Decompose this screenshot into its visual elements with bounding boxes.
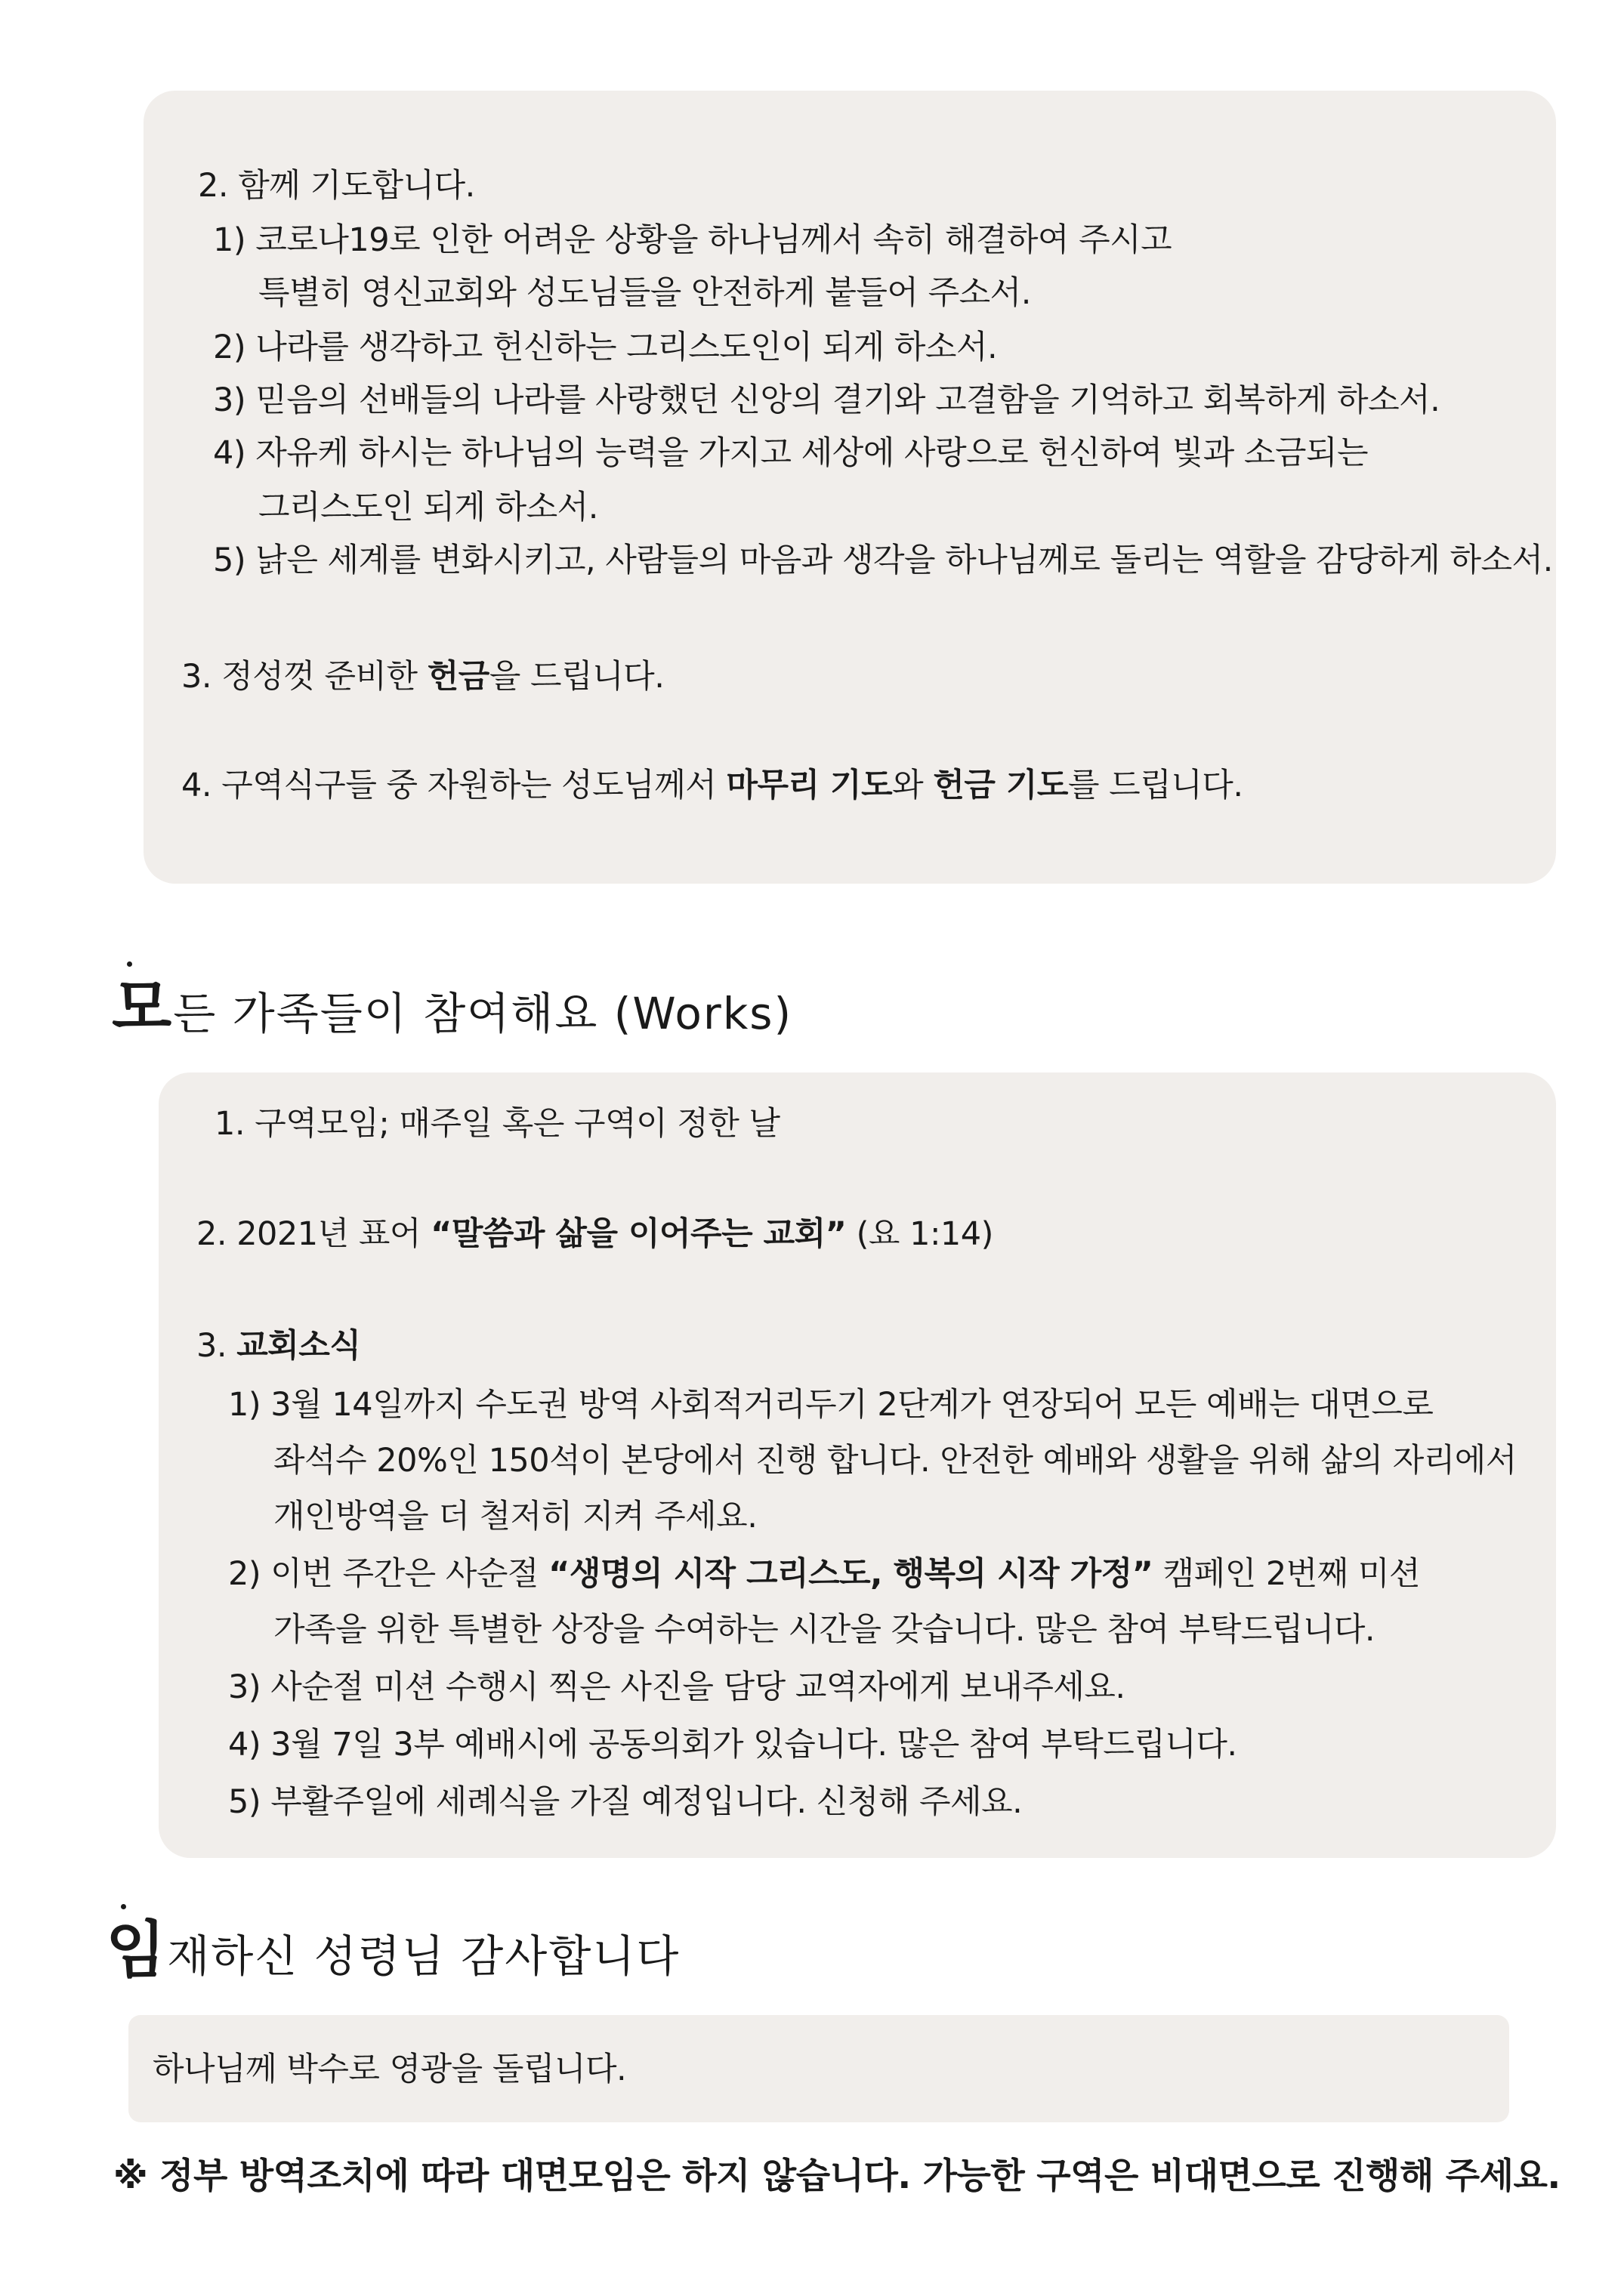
news-item-1-cont-1: 좌석수 20%인 150석이 본당에서 진행 합니다. 안전한 예배와 생활을 위해 삶의 자리에서 [273, 1442, 1517, 1480]
news-item-2 [228, 1553, 1420, 1595]
news-item-4: 4) 3월 7일 3부 예배시에 공동의회가 있습니다. 많은 참여 부탁드립니다. [228, 1726, 1237, 1764]
works-item-1: 1. 구역모임; 매주일 혹은 구역이 정한 날 [215, 1105, 780, 1143]
motto-verse: (요 1:14) [846, 1215, 993, 1253]
motto-text: “말씀과 삶을 이어주는 교회” [431, 1215, 847, 1253]
closing-bold-offering: 헌금 기도 [933, 767, 1068, 804]
closing-text-end: 를 드립니다. [1067, 767, 1243, 804]
news-item-1-cont-2: 개인방역을 더 철저히 지켜 주세요. [273, 1498, 758, 1535]
works-item-2 [196, 1213, 993, 1255]
spirit-text: 하나님께 박수로 영광을 돌립니다. [153, 2051, 627, 2088]
news-number: 3. [196, 1327, 237, 1365]
offering-bold: 헌금 [427, 658, 489, 696]
works-heading [112, 972, 793, 1044]
notice-text: ※ 정부 방역조치에 따라 대면모임은 하지 않습니다. 가능한 구역은 비대면으로 진행해 주세요. [113, 2156, 1561, 2197]
news-item-2-text: 2) 이번 주간은 사순절 [228, 1555, 549, 1593]
works-heading-text: 든 가족들이 참여해요 (Works) [173, 988, 793, 1039]
prayer-item-4: 4) 자유케 하시는 하나님의 능력을 가지고 세상에 사랑으로 헌신하여 빛과 소금되는 [213, 434, 1369, 472]
news-item-2-cont: 가족을 위한 특별한 상장을 수여하는 시간을 갖습니다. 많은 참여 부탁드립니다. [273, 1611, 1375, 1649]
spirit-heading [106, 1915, 681, 1986]
works-heading-initial: 모 [112, 972, 174, 1044]
offering-text: 3. 정성껏 준비한 [181, 658, 428, 696]
offering-text-end: 을 드립니다. [489, 658, 665, 696]
closing-bold-prayer: 마무리 기도 [726, 767, 893, 804]
prayer-item-5: 5) 낡은 세계를 변화시키고, 사람들의 마음과 생각을 하나님께로 돌리는 역할을 감당하게 하소서. [213, 542, 1553, 579]
news-item-5: 5) 부활주일에 세례식을 가질 예정입니다. 신청해 주세요. [228, 1783, 1023, 1821]
news-item-2-campaign: “생명의 시작 그리스도, 행복의 시작 가정” [548, 1555, 1153, 1593]
closing-text-mid: 와 [892, 767, 934, 804]
motto-label: 2. 2021년 표어 [196, 1215, 431, 1253]
prayer-item-1: 1) 코로나19로 인한 어려운 상황을 하나님께서 속히 해결하여 주시고 [213, 221, 1172, 259]
closing-text: 4. 구역식구들 중 자원하는 성도님께서 [181, 767, 727, 804]
spirit-heading-text: 재하신 성령님 감사합니다 [167, 1930, 681, 1982]
prayer-item-2: 2) 나라를 생각하고 헌신하는 그리스도인이 되게 하소서. [213, 329, 998, 366]
closing-line [181, 764, 1243, 807]
prayer-item-1-cont: 특별히 영신교회와 성도님들을 안전하게 붙들어 주소서. [258, 274, 1031, 312]
spirit-heading-initial: 임 [106, 1915, 168, 1986]
news-title: 교회소식 [236, 1327, 361, 1365]
news-item-1: 1) 3월 14일까지 수도권 방역 사회적거리두기 2단계가 연장되어 모든 예배는 대면으로 [228, 1386, 1434, 1424]
prayer-heading: 2. 함께 기도합니다. [198, 167, 475, 205]
news-item-2-text-end: 캠페인 2번째 미션 [1153, 1555, 1421, 1593]
prayer-item-4-cont: 그리스도인 되게 하소서. [258, 489, 598, 526]
offering-line [181, 656, 664, 698]
works-item-3 [196, 1325, 360, 1367]
news-item-3: 3) 사순절 미션 수행시 찍은 사진을 담당 교역자에게 보내주세요. [228, 1668, 1125, 1706]
prayer-item-3: 3) 믿음의 선배들의 나라를 사랑했던 신앙의 결기와 고결함을 기억하고 회복하게 하소서. [213, 381, 1440, 419]
